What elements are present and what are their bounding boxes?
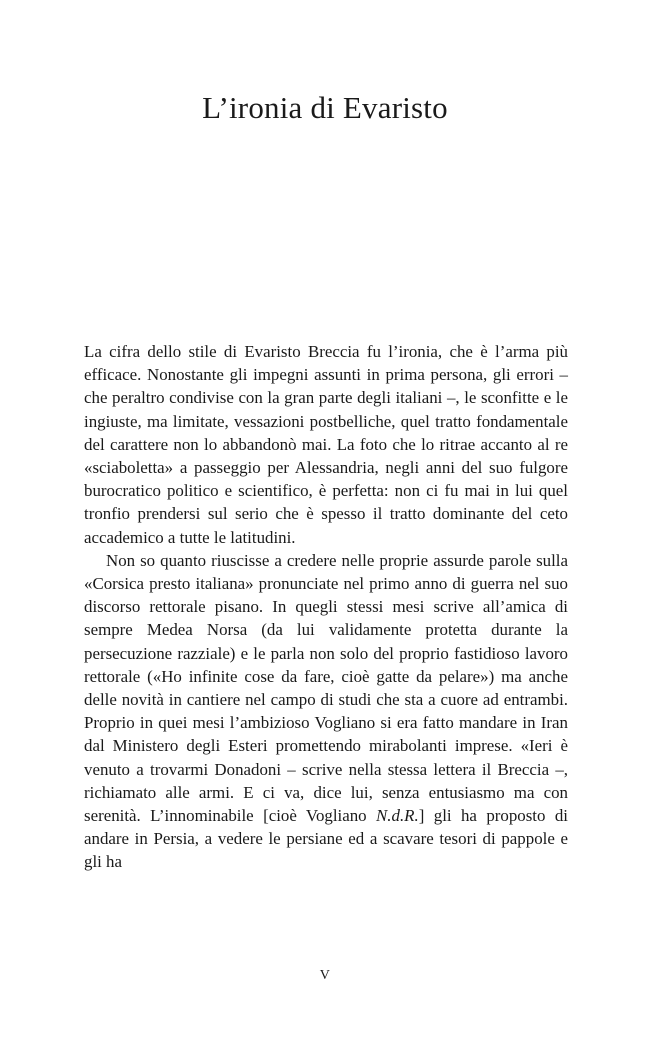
- paragraph: [84, 549, 568, 874]
- paragraph-text: La cifra dello stile di Evaristo Breccia fu l’ironia, che è l’arma più efficace. Nonostante gli impegni assunti in prima persona, gli errori – che peraltro condivise con la gran parte degli italiani –, le sconfitte e le ingiuste, ma limitate, vessazioni postbelliche, quel tratto fondamentale del carattere non lo abbandonò mai. La foto che lo ritrae accanto al re «sciaboletta» a passeggio per Alessandria, negli anni del suo fulgore burocratico politico e scientifico, è perfetta: non ci fu mai in lui quel tronfio prendersi sul serio che è spesso il tratto dominante del ceto accademico a tutte le latitudini.: [84, 342, 568, 547]
- page-number: V: [319, 968, 331, 983]
- paragraph-text: Non so quanto riuscisse a credere nelle proprie assurde parole sulla «Corsica presto italiana» pronunciate nel primo anno di guerra nel suo discorso rettorale pisano. In quegli stessi mesi scrive all’amica di sempre Medea Norsa (da lui validamente protetta durante la persecuzione razziale) e le parla non solo del proprio fastidioso lavoro rettorale («Ho infinite cose da fare, cioè gatte da pelare») ma anche delle novità in cantiere nel campo di studi che sta a cuore ad entrambi. Proprio in quei mesi l’ambizioso Vogliano si era fatto mandare in Iran dal Ministero degli Esteri promettendo mirabolanti imprese. «Ieri è venuto a trovarmi Donadoni – scrive nella stessa lettera il Breccia –, richiamato alle armi. E ci va, dice lui, senza entusiasmo ma con serenità. L’innominabile [cioè Vogliano: [84, 550, 568, 826]
- paragraph: [84, 340, 568, 549]
- editorial-note-abbreviation: N.d.R.: [376, 806, 419, 826]
- body-text: [84, 340, 568, 874]
- paragraph-text-continued: ] gli ha proposto di andare in Persia, a vedere le persiane ed a scavare tesori di pappole e gli ha: [84, 806, 568, 872]
- chapter-title: L’ironia di Evaristo: [202, 90, 448, 125]
